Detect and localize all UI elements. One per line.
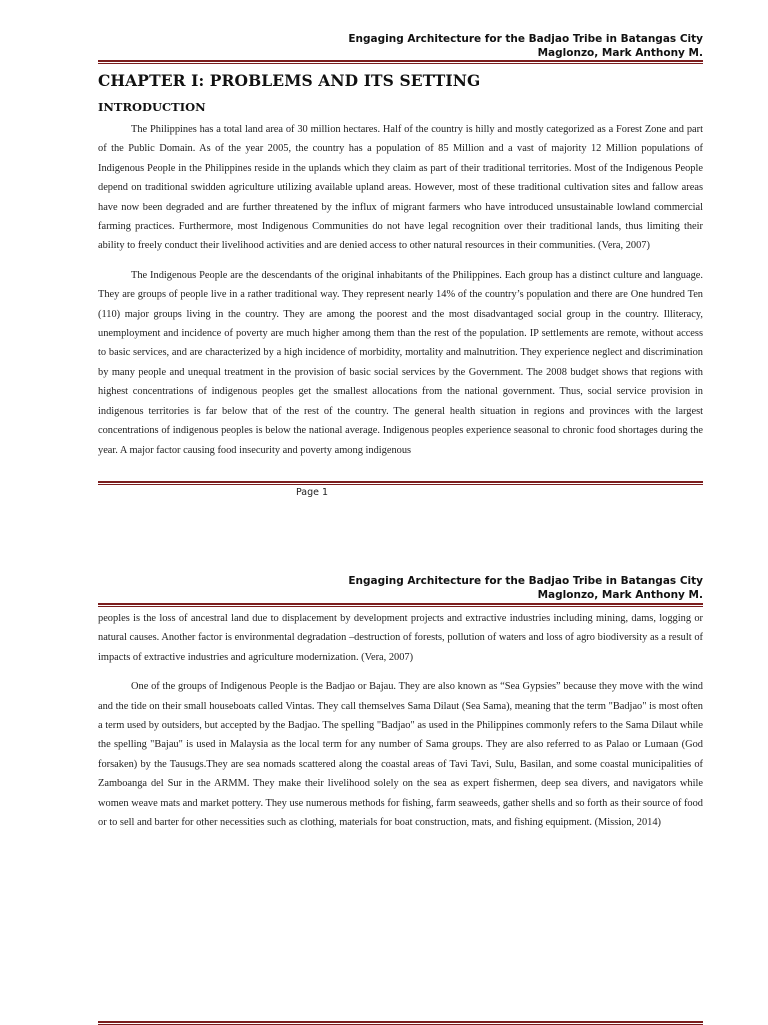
paragraph: peoples is the loss of ancestral land due to displacement by development projects and extractive industries including mining, dams, logging or natural causes. Another factor is environmental degradation –destruction of forests, pollution of waters and loss of agro biodiversity as a result of impacts of extractive industries and agriculture modernization. (Vera, 2007) [98, 613, 703, 663]
paragraph: The Philippines has a total land area of 30 million hectares. Half of the country is hilly and mostly categorized as a Forest Zone and part of the Public Domain. As of the year 2005, the country has a population of 85 Million and a vast of majority 12 Million populations of Indigenous People in the Philippines reside in the uplands which they claim as part of their traditional territories. Most of the Indigenous People depend on traditional swidden agriculture utilizing available upland areas. However, most of these traditional cultivation sites and fallow areas have now been degraded and are further threatened by the influx of migrant farmers who have introduced unsustainable lowland commercial farming practices. Furthermore, most Indigenous Communities do not have legal recognition over their traditional lands, thus limiting their ability to freely conduct their livelihood activities and are denied access to other natural resources in their communities. (Vera, 2007) [98, 124, 703, 252]
paragraph: One of the groups of Indigenous People is the Badjao or Bajau. They are also known as “Sea Gypsies” because they move with the wind and the tide on their small houseboats called Vintas. They call themselves Sama Dilaut (Sea Sama), meaning that the term "Badjao" is most often a term used by outsiders, but accepted by the Badjao. The spelling "Badjao" as used in the Philippines commonly refers to the Sama Dilaut while the spelling "Bajau" is used in Malaysia as the local term for any number of Sama groups. They are also referred to as Palao or Lumaan (God forsaken) by the Tausugs.They are sea nomads scattered along the coastal areas of Tavi Tavi, Sulu, Basilan, and some coastal municipalities of Zamboanga del Sur in the ARMM. They make their livelihood solely on the sea as expert fishermen, deep sea divers, and navigators while women weave mats and market pottery. They use numerous methods for fishing, farm seaweeds, gather shells and so forth as their source of food or to sell and barter for other necessities such as clothing, materials for boat construction, mats, and fishing equipment. (Mission, 2014) [98, 681, 703, 829]
header-rule [98, 60, 703, 64]
chapter-title: CHAPTER I: PROBLEMS AND ITS SETTING [98, 71, 481, 90]
header-title: Engaging Architecture for the Badjao Tribe in Batangas City [348, 33, 703, 45]
body-text [98, 609, 703, 842]
section-heading: INTRODUCTION [98, 100, 206, 114]
footer-rule [98, 481, 703, 485]
header-author: Maglonzo, Mark Anthony M. [537, 47, 703, 59]
header-author: Maglonzo, Mark Anthony M. [537, 589, 703, 601]
paragraph: The Indigenous People are the descendants of the original inhabitants of the Philippines. Each group has a distinct culture and language. They are groups of people live in a rather traditional way. They represent nearly 14% of the country’s population and there are One hundred Ten (110) major groups living in the country. They are among the poorest and the most disadvantaged social group in the country. Illiteracy, unemployment and incidence of poverty are much higher among them than the rest of the population. IP settlements are remote, without access to basic services, and are characterized by a high incidence of morbidity, mortality and malnutrition. They experience neglect and discrimination by many people and unequal treatment in the provision of basic social services by the Government. The 2008 budget shows that regions with highest concentrations of indigenous peoples get the smallest allocations from the national government. Thus, social service provision in indigenous territories is far below that of the rest of the country. The general health situation in regions and provinces with the largest concentrations of indigenous peoples is below the national average. Indigenous peoples experience seasonal to chronic food shortages during the year. A major factor causing food insecurity and poverty among indigenous [98, 269, 703, 456]
header-rule [98, 603, 703, 607]
document-page-2 [0, 560, 768, 1024]
header-title: Engaging Architecture for the Badjao Tribe in Batangas City [348, 575, 703, 587]
footer-rule [98, 1021, 703, 1025]
body-text [98, 120, 703, 470]
page-number: Page 1 [296, 487, 329, 498]
page-header [98, 574, 703, 602]
page-header [98, 32, 703, 60]
